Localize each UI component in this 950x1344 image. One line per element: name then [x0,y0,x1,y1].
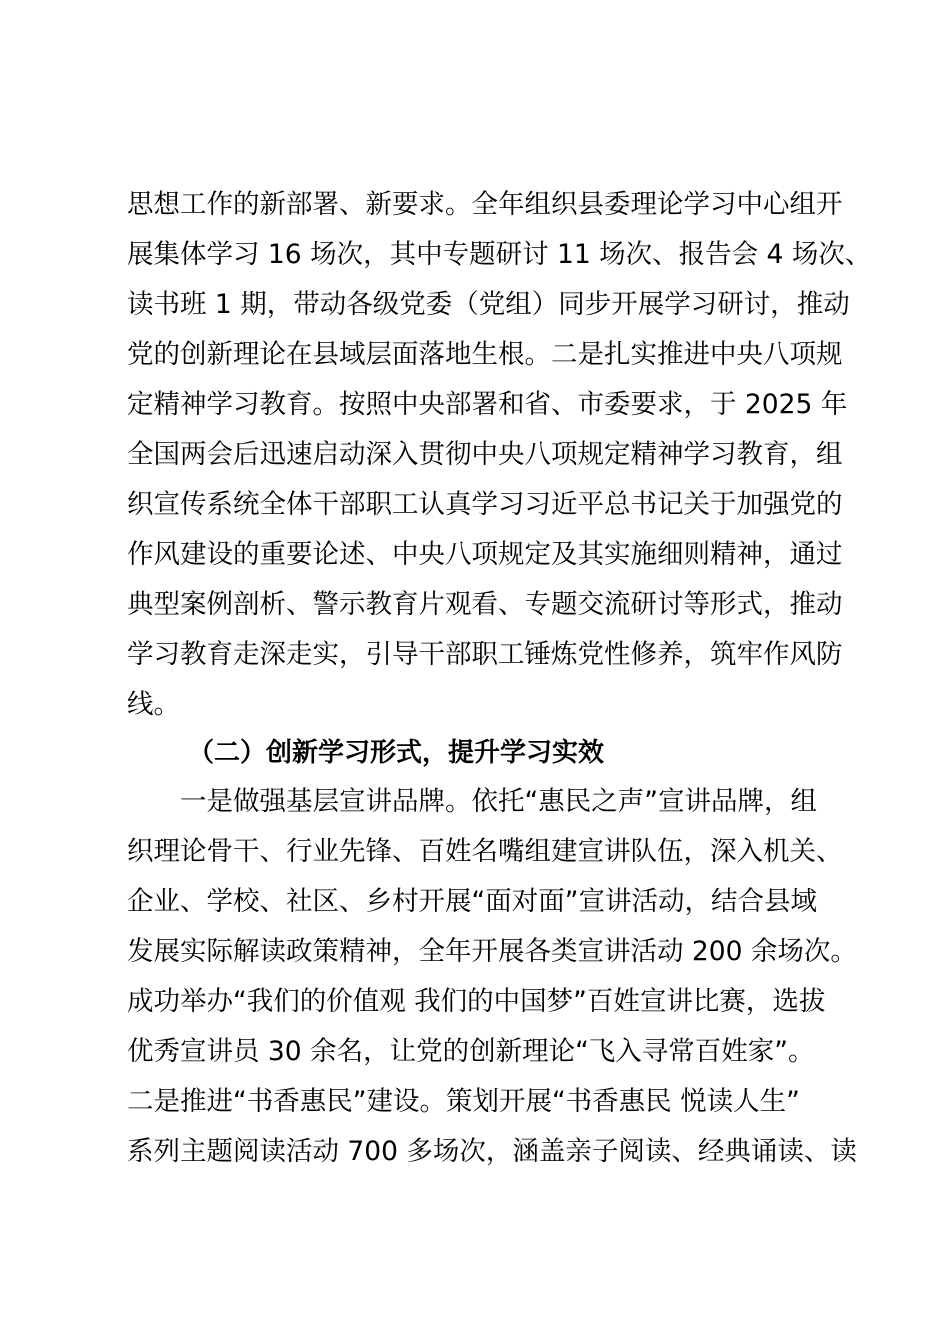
body-text-line: 读书班 1 期，带动各级党委（党组）同步开展学习研讨，推动 [127,289,850,320]
body-text-line: 思想工作的新部署、新要求。全年组织县委理论学习中心组开 [127,189,843,220]
body-text-line: 作风建设的重要论述、中央八项规定及其实施细则精神，通过 [127,539,843,570]
body-text-line: 企业、学校、社区、乡村开展“面对面”宣讲活动，结合县域 [127,886,817,917]
body-text-line: 发展实际解读政策精神，全年开展各类宣讲活动 200 余场次。 [127,936,857,967]
body-text-line: 线。 [127,689,180,720]
body-text-line: 典型案例剖析、警示教育片观看、专题交流研讨等形式，推动 [127,589,843,620]
body-text-line: 学习教育走深走实，引导干部职工锤炼党性修养，筑牢作风防 [127,639,843,670]
body-text-line: 二是推进“书香惠民”建设。策划开展“书香惠民 悦读人生” [127,1086,800,1117]
body-text-line: 织宣传系统全体干部职工认真学习习近平总书记关于加强党的 [127,489,843,520]
body-text-line: 全国两会后迅速启动深入贯彻中央八项规定精神学习教育，组 [127,439,843,470]
body-text-line: 一是做强基层宣讲品牌。依托“惠民之声”宣讲品牌，组 [180,786,817,817]
body-text-line: 优秀宣讲员 30 余名，让党的创新理论“飞入寻常百姓家”。 [127,1036,815,1067]
body-text-line: 展集体学习 16 场次，其中专题研讨 11 场次、报告会 4 场次、 [127,239,872,270]
body-text-line: 成功举办“我们的价值观 我们的中国梦”百姓宣讲比赛，选拔 [127,986,826,1017]
body-text-line: 定精神学习教育。按照中央部署和省、市委要求，于 2025 年 [127,389,848,420]
body-text-line: 织理论骨干、行业先锋、百姓名嘴组建宣讲队伍，深入机关、 [127,836,843,867]
section-heading: （二）创新学习形式，提升学习实效 [188,738,605,768]
body-text-line: 系列主题阅读活动 700 多场次，涵盖亲子阅读、经典诵读、读 [127,1136,857,1167]
body-text-line: 党的创新理论在县域层面落地生根。二是扎实推进中央八项规 [127,339,843,370]
